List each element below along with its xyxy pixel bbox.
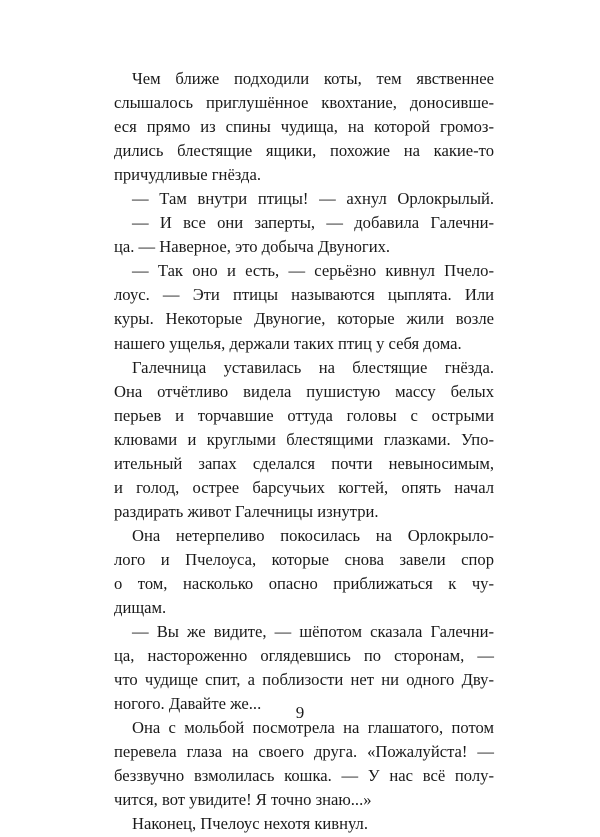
text-line: Она с мольбой посмотрела на глашатого, потом	[132, 718, 494, 738]
text-line: о том, насколько опасно приближаться к чу-	[114, 573, 494, 593]
text-line: дились блестящие ящики, похожие на какие-то	[114, 141, 494, 161]
text-line: и голод, острее барсучьих когтей, опять начал	[114, 477, 494, 497]
text-line: нашего ущелья, держали таких птиц у себя дома.	[114, 333, 462, 353]
text-line: Чем ближе подходили коты, тем явственнее	[132, 69, 494, 88]
text-line: Она отчётливо видела пушистую массу белых	[114, 381, 494, 401]
text-line: Она нетерпеливо покосилась на Орлокрыло-	[132, 525, 494, 545]
text-line: перевела глаза на своего друга. «Пожалуйста! —	[114, 742, 494, 762]
text-line: — Там внутри птицы! — ахнул Орлокрылый.	[132, 189, 494, 209]
text-line: ца. — Наверное, это добыча Двуногих.	[114, 237, 391, 257]
text-line: что чудище спит, а поблизости нет ни одного Дву-	[114, 670, 494, 690]
text-line: — Так оно и есть, — серьёзно кивнул Пчело-	[132, 261, 494, 281]
text-line: клювами и круглыми блестящими глазками. Упо-	[114, 429, 494, 449]
text-line: лоус. — Эти птицы называются цыплята. Или	[114, 285, 494, 305]
text-line: чится, вот увидите! Я точно знаю...»	[114, 790, 372, 810]
text-line: куры. Некоторые Двуногие, которые жили возле	[114, 309, 494, 329]
text-line: беззвучно взмолилась кошка. — У нас всё полу-	[114, 766, 494, 786]
text-line: Галечница уставилась на блестящие гнёзда.	[132, 357, 494, 377]
text-line: причудливые гнёзда.	[114, 165, 262, 185]
text-line: ительный запах сделался почти невыносимым,	[114, 453, 494, 473]
text-line: — Вы же видите, — шёпотом сказала Галечни-	[132, 622, 494, 642]
text-line: слышалось приглушённое квохтание, доносивше-	[114, 93, 494, 113]
text-line: Наконец, Пчелоус нехотя кивнул.	[132, 814, 368, 834]
text-line: лого и Пчелоуса, которые снова завели спор	[114, 549, 494, 569]
text-line: еся прямо из спины чудища, на которой громоз-	[114, 117, 494, 137]
text-line: ногого. Давайте же...	[114, 694, 262, 714]
text-line: перьев и торчавшие оттуда головы с острыми	[114, 405, 494, 425]
text-line: — И все они заперты, — добавила Галечни-	[132, 213, 494, 233]
page-number: 9	[295, 703, 305, 722]
text-line: ца, настороженно оглядевшись по сторонам, —	[114, 646, 494, 666]
text-line: раздирать живот Галечницы изнутри.	[114, 501, 379, 521]
text-line: дищам.	[114, 598, 167, 618]
